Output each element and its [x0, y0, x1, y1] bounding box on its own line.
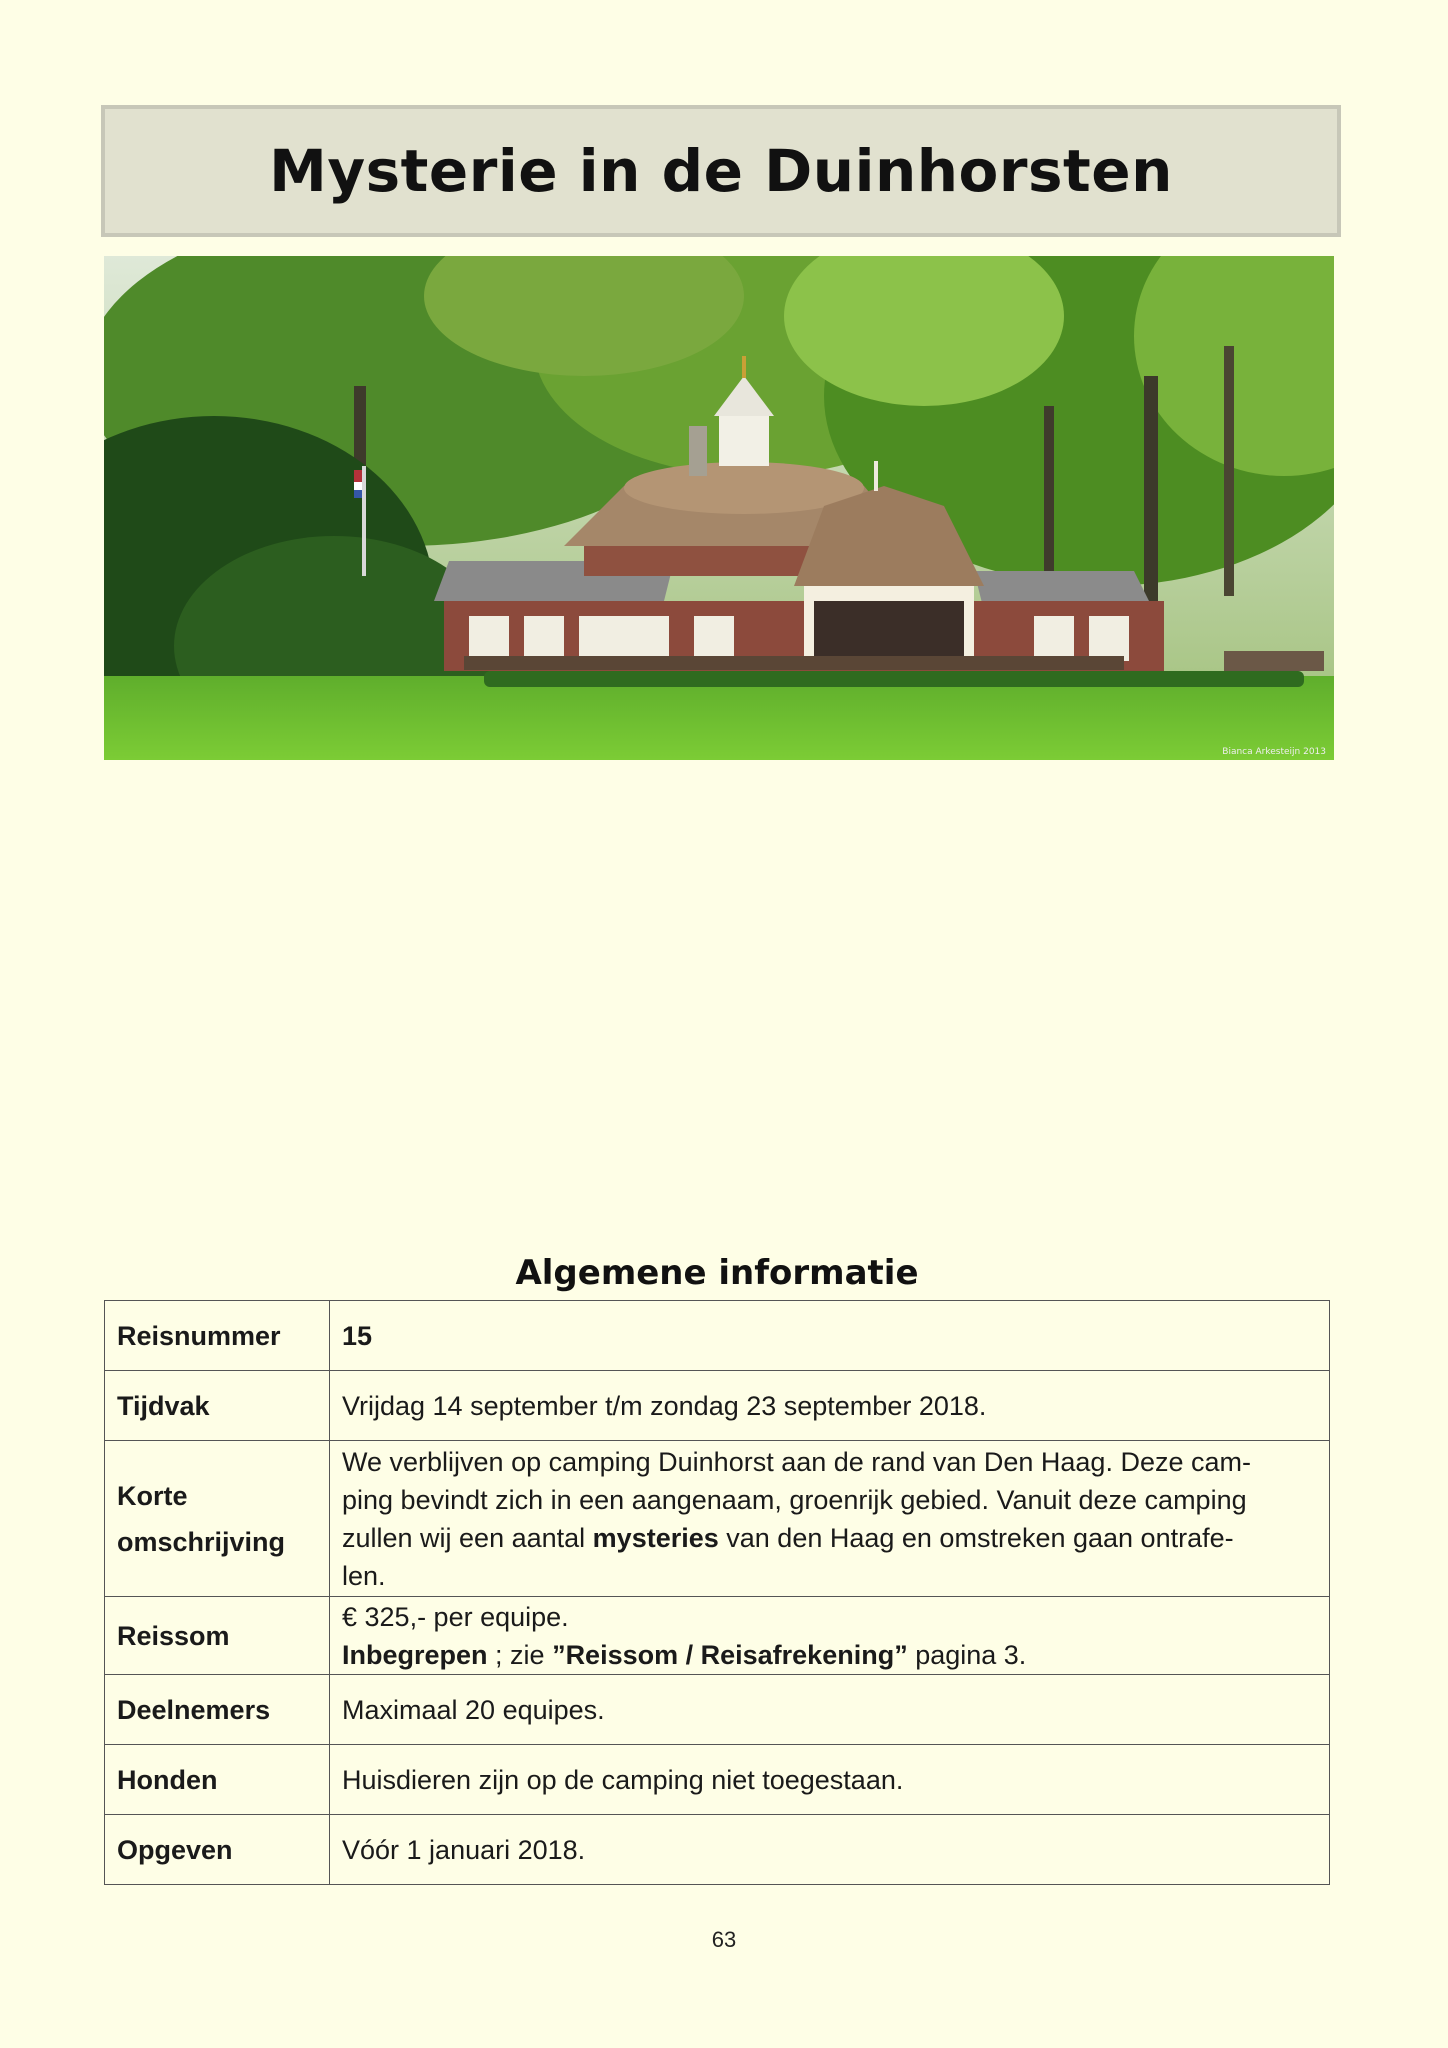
table-row	[105, 1371, 1330, 1441]
table-row	[105, 1675, 1330, 1745]
description-line: len.	[342, 1560, 386, 1591]
row-label-line: Korte	[117, 1480, 188, 1511]
row-value-omschrijving	[330, 1441, 1330, 1597]
paviljoen-photo-icon	[104, 256, 1334, 760]
description-line	[342, 1519, 1317, 1557]
row-value-honden: Huisdieren zijn op de camping niet toegestaan.	[330, 1745, 1330, 1815]
description-text: van den Haag en omstreken gaan ontrafe-	[718, 1522, 1234, 1553]
row-value-reisnummer: 15	[330, 1301, 1330, 1371]
row-label-opgeven: Opgeven	[105, 1815, 330, 1885]
section-heading: Algemene informatie	[515, 1253, 919, 1293]
row-label-reissom: Reissom	[105, 1597, 330, 1675]
table-row	[105, 1815, 1330, 1885]
price-included-line	[342, 1636, 1317, 1674]
included-label: Inbegrepen	[342, 1639, 488, 1670]
table-row	[105, 1745, 1330, 1815]
row-value-reissom	[330, 1597, 1330, 1675]
page-number: 63	[711, 1927, 737, 1952]
description-line: We verblijven op camping Duinhorst aan de rand van Den Haag. Deze cam-	[342, 1446, 1251, 1477]
table-row	[105, 1597, 1330, 1675]
table-row	[105, 1441, 1330, 1597]
info-table	[104, 1300, 1330, 1885]
price-line: € 325,- per equipe.	[342, 1601, 569, 1632]
title-box	[101, 105, 1341, 237]
description-text: zullen wij een aantal	[342, 1522, 593, 1553]
row-value-opgeven: Vóór 1 januari 2018.	[330, 1815, 1330, 1885]
row-label-reisnummer: Reisnummer	[105, 1301, 330, 1371]
ref-title: ”Reissom / Reisafrekening”	[552, 1639, 908, 1670]
row-label-honden: Honden	[105, 1745, 330, 1815]
row-value-tijdvak: Vrijdag 14 september t/m zondag 23 september 2018.	[330, 1371, 1330, 1441]
page-title: Mysterie in de Duinhorsten	[269, 137, 1173, 205]
table-row	[105, 1301, 1330, 1371]
description-line: ping bevindt zich in een aangenaam, groenrijk gebied. Vanuit deze camping	[342, 1484, 1247, 1515]
row-label-deelnemers: Deelnemers	[105, 1675, 330, 1745]
ref-text: ; zie	[487, 1639, 553, 1670]
ref-page: pagina 3.	[907, 1639, 1027, 1670]
photo-paviljoen	[104, 256, 1334, 760]
description-bold: mysteries	[592, 1522, 719, 1553]
row-label-tijdvak: Tijdvak	[105, 1371, 330, 1441]
row-label-omschrijving	[105, 1441, 330, 1597]
row-label-line: omschrijving	[117, 1526, 286, 1557]
row-value-deelnemers: Maximaal 20 equipes.	[330, 1675, 1330, 1745]
photo-credit: Bianca Arkesteijn 2013	[1222, 747, 1326, 757]
